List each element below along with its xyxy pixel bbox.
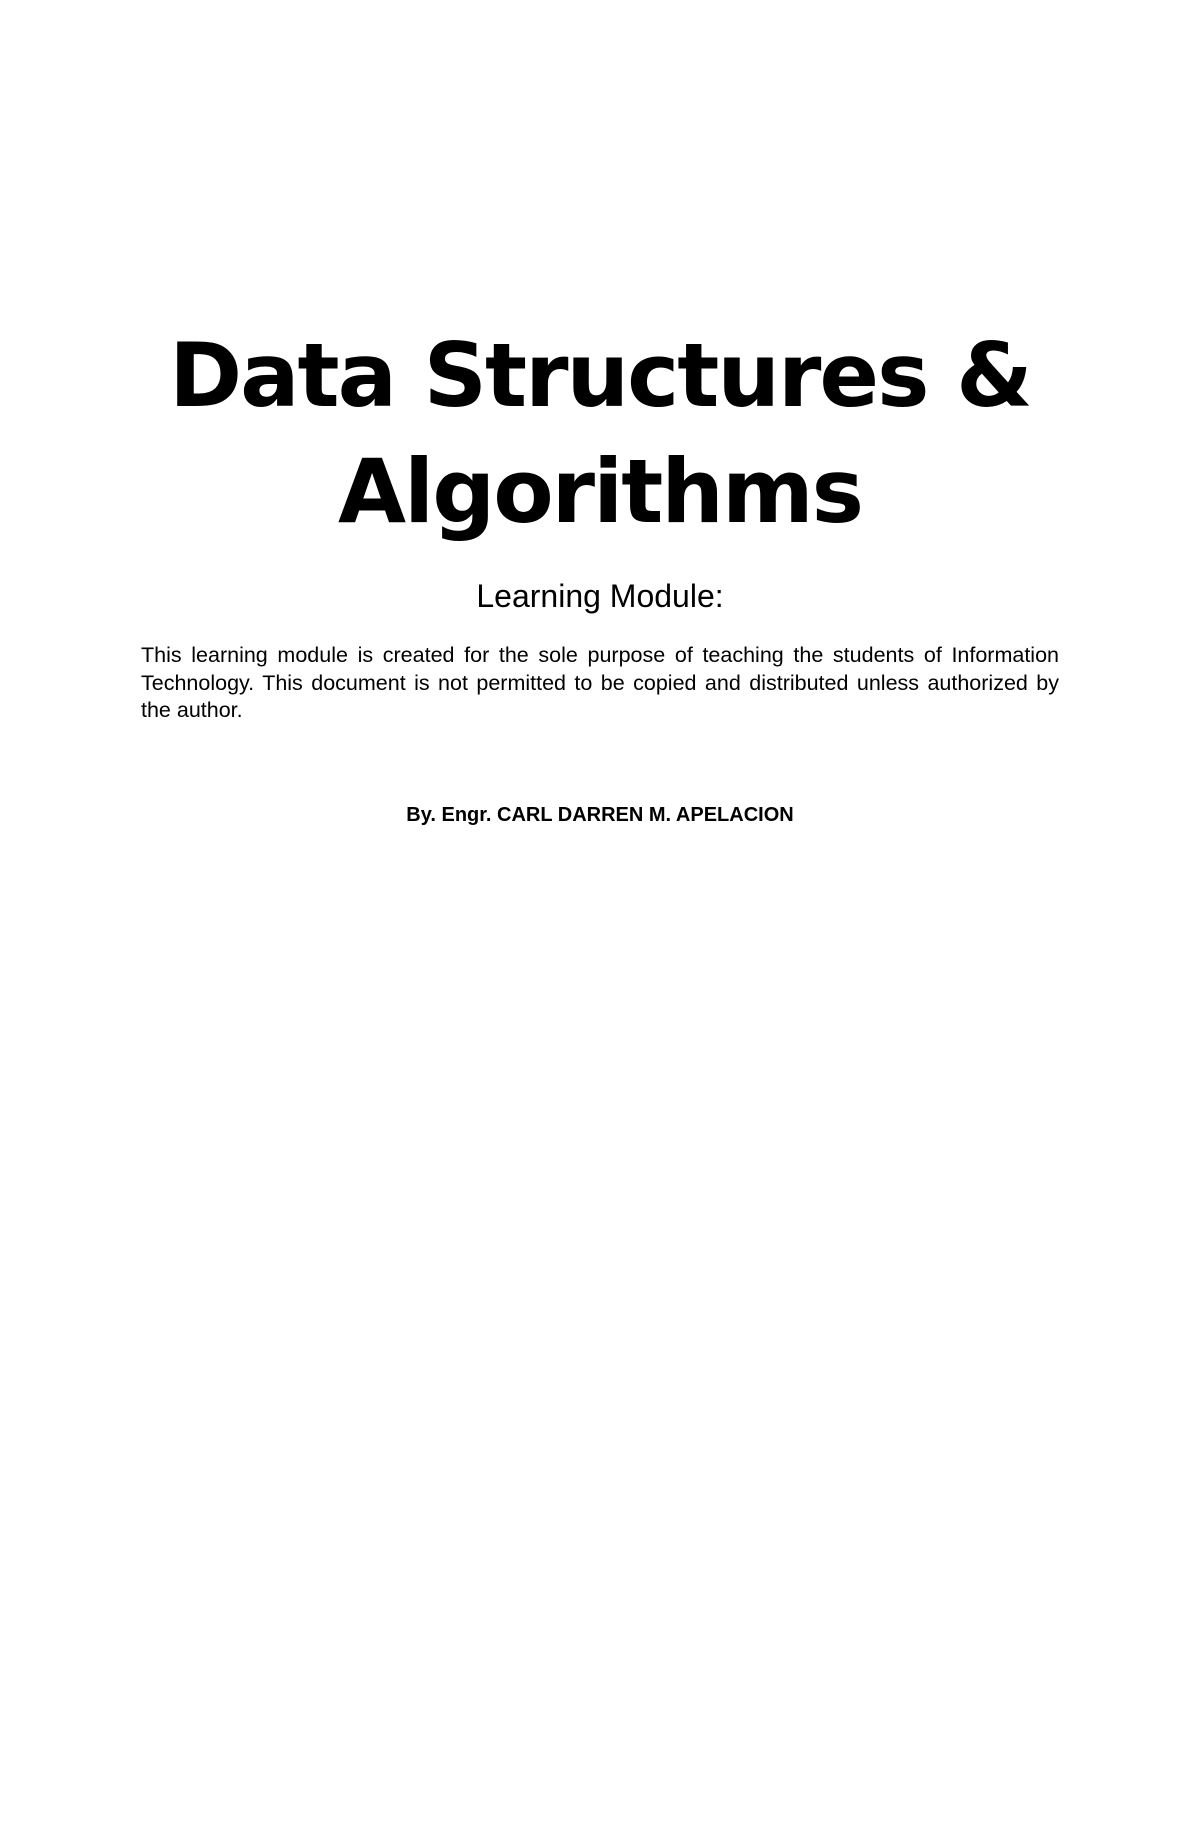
title-line-2: Algorithms	[337, 440, 863, 543]
title-line-1: Data Structures &	[169, 324, 1031, 427]
document-description: This learning module is created for the sole purpose of teaching the students of Information Technology. This document is not permitted to be copied and distributed unless authorized by the author.	[141, 643, 1059, 722]
document-subtitle: Learning Module:	[476, 578, 724, 614]
document-title	[0, 318, 1200, 550]
document-author: By. Engr. CARL DARREN M. APELACION	[406, 804, 794, 826]
